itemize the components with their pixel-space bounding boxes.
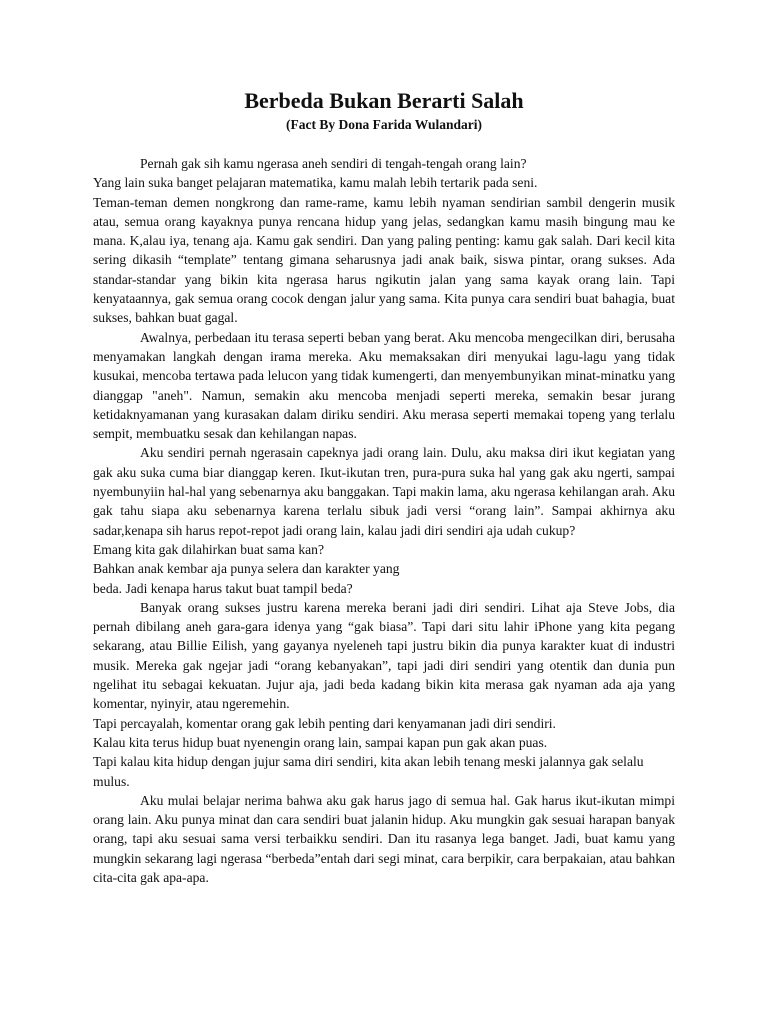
document-page: [93, 86, 675, 887]
paragraph: Emang kita gak dilahirkan buat sama kan?: [93, 541, 325, 557]
paragraph: Teman-teman demen nongkrong dan rame-rame, kamu lebih nyaman sendirian sambil dengerin musik atau, semua orang kayaknya punya rencana hidup yang jelas, sedangkan kamu masih bingung mau ke mana. K,alau iya, tenang aja. Kamu gak sendiri. Dan yang paling penting: kamu gak salah. Dari kecil kita sering dikasih “template” tentang gimana seharusnya jadi anak baik, siswa pintar, orang sukses. Ada standar-standar yang bikin kita ngerasa harus ngikutin jalan yang sama kayak orang lain. Tapi kenyataannya, gak semua orang cocok dengan jalur yang sama. Kita punya cara sendiri buat bahagia, buat sukses, bahkan buat gagal.: [93, 194, 675, 326]
document-body: [93, 154, 675, 887]
paragraph: Tapi percayalah, komentar orang gak lebih penting dari kenyamanan jadi diri sendiri.: [93, 715, 556, 731]
paragraph: Bahkan anak kembar aja punya selera dan karakter yang: [93, 561, 400, 577]
document-title: Berbeda Bukan Berarti Salah: [244, 88, 524, 113]
paragraph: Aku mulai belajar nerima bahwa aku gak harus jago di semua hal. Gak harus ikut-ikutan mimpi orang lain. Aku punya minat dan cara sendiri buat jalanin hidup. Aku mungkin gak sesuai harapan banyak orang, tapi aku sesuai sama versi terbaikku sendiri. Dan itu rasanya lega banget. Jadi, buat kamu yang mungkin sekarang lagi ngerasa “berbeda”entah dari segi minat, cara berpikir, cara berpakaian, atau bahkan cita-cita gak apa-apa.: [93, 792, 675, 885]
document-subtitle: (Fact By Dona Farida Wulandari): [285, 117, 482, 132]
paragraph: Banyak orang sukses justru karena mereka berani jadi diri sendiri. Lihat aja Steve Jobs, dia pernah dibilang aneh gara-gara idenya yang “gak biasa”. Tapi dari situ lahir iPhone yang kita pegang sekarang, atau Billie Eilish, yang gayanya nyeleneh tapi justru bikin dia punya karakter kuat di industri musik. Mereka gak ngejar jadi “orang kebanyakan”, tapi jadi diri sendiri yang otentik dan dunia pun ngelihat itu sebagai kekuatan. Jujur aja, jadi beda kadang bikin kita merasa gak nyaman ada aja yang komentar, nyinyir, atau ngeremehin.: [93, 599, 675, 712]
paragraph: Yang lain suka banget pelajaran matematika, kamu malah lebih tertarik pada seni.: [93, 175, 538, 191]
paragraph: Tapi kalau kita hidup dengan jujur sama diri sendiri, kita akan lebih tenang meski jalannya gak selalu mulus.: [93, 754, 644, 789]
paragraph: Pernah gak sih kamu ngerasa aneh sendiri di tengah-tengah orang lain?: [140, 156, 527, 171]
paragraph: Aku sendiri pernah ngerasain capeknya jadi orang lain. Dulu, aku maksa diri ikut kegiatan yang gak aku suka cuma biar dianggap keren. Ikut-ikutan tren, pura-pura suka hal yang gak aku ngerti, sampai nyembunyiin hal-hal yang sebenarnya aku banggakan. Tapi makin lama, aku ngerasa kehilangan arah. Aku gak tahu siapa aku sebenarnya karena terlalu sibuk jadi versi “orang lain”. Sampai akhirnya aku sadar,kenapa sih harus repot-repot jadi orang lain, kalau jadi diri sendiri aja udah cukup?: [93, 445, 675, 538]
paragraph: Kalau kita terus hidup buat nyenengin orang lain, sampai kapan pun gak akan puas.: [93, 734, 548, 750]
paragraph: Awalnya, perbedaan itu terasa seperti beban yang berat. Aku mencoba mengecilkan diri, berusaha menyamakan langkah dengan irama mereka. Aku memaksakan diri menyukai lagu-lagu yang tidak kusukai, mencoba tertawa pada lelucon yang tidak kumengerti, dan menyembunyikan minat-minatku yang dianggap "aneh". Namun, semakin aku mencoba menjadi seperti mereka, semakin besar jurang ketidaknyamanan yang kurasakan dalam diriku sendiri. Aku merasa seperti memakai topeng yang terlalu sempit, membuatku sesak dan kehilangan napas.: [93, 329, 675, 442]
paragraph: beda. Jadi kenapa harus takut buat tampil beda?: [93, 580, 353, 596]
